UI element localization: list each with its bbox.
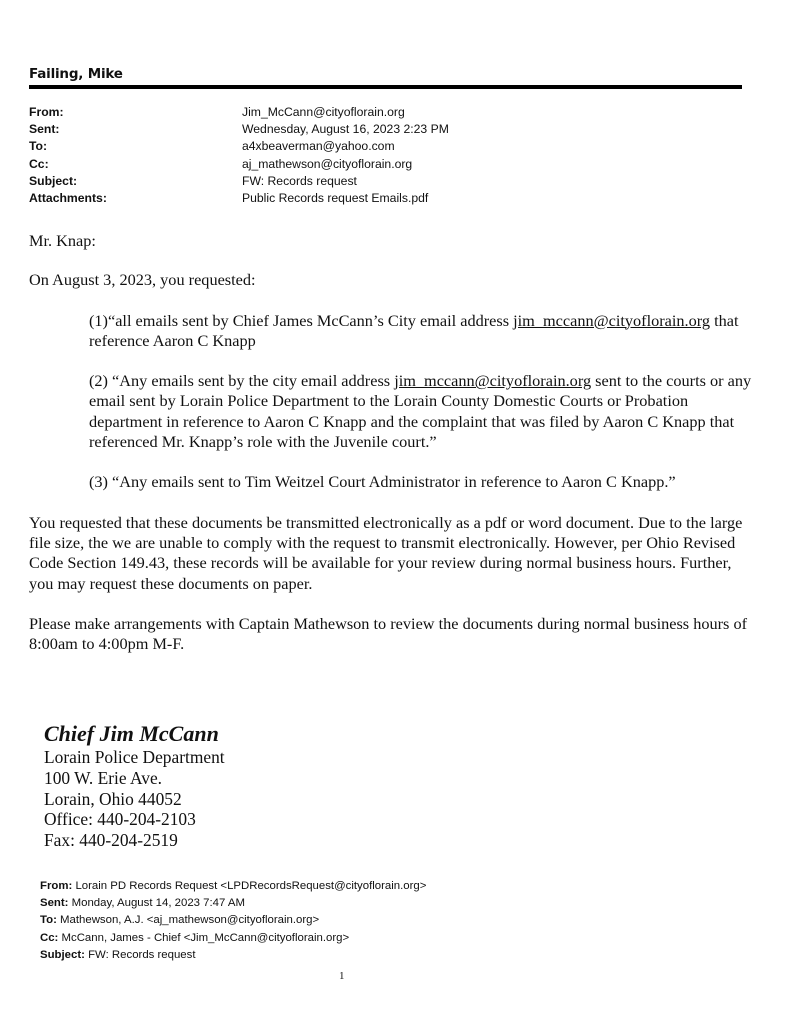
fwd-cc-value: McCann, James - Chief <Jim_McCann@cityoflorain.org>: [58, 931, 350, 944]
request-text: (2) “Any emails sent by the city email address: [89, 371, 395, 391]
signature-city: Lorain, Ohio 44052: [44, 788, 182, 809]
fwd-label: Sent:: [40, 897, 69, 910]
page-number: 1: [339, 970, 345, 982]
header-label: From:: [29, 105, 64, 119]
header-row-subject: [29, 173, 449, 190]
header-label: To:: [29, 139, 48, 154]
header-value-to: a4xbeaverman@yahoo.com: [242, 139, 395, 154]
header-label: Sent:: [29, 122, 60, 137]
fwd-from-row: [40, 878, 426, 895]
request-text: (3) “Any emails sent to Tim Weitzel Court Administrator in reference to Aaron C Knapp.”: [89, 472, 676, 492]
header-divider: [29, 85, 742, 89]
signature-department: Lorain Police Department: [44, 747, 225, 767]
header-row-attachments: [29, 190, 449, 207]
request-item-1: [29, 311, 759, 352]
fwd-subject-value: FW: Records request: [84, 948, 196, 961]
header-label: Subject:: [29, 173, 78, 188]
signature-office-phone: Office: 440-204-2103: [44, 809, 196, 830]
fwd-label: Subject:: [40, 948, 85, 961]
request-item-3: [29, 472, 759, 492]
signature-name: Chief Jim McCann: [44, 721, 219, 746]
signature-street: 100 W. Erie Ave.: [44, 767, 163, 788]
fwd-label: From:: [40, 880, 73, 892]
fwd-sent-value: Monday, August 14, 2023 7:47 AM: [68, 897, 245, 910]
fwd-cc-row: [40, 930, 426, 947]
header-label: Cc:: [29, 156, 49, 171]
forwarded-email-header: [40, 878, 426, 964]
fwd-sent-row: [40, 895, 426, 912]
header-value-cc: aj_mathewson@cityoflorain.org: [242, 156, 413, 171]
fwd-to-row: [40, 912, 426, 929]
request-text: (1)“all emails sent by Chief James McCann’s City email address: [89, 310, 514, 330]
paragraph-arrangements: Please make arrangements with Captain Mathewson to review the documents during normal business hours of 8:00am to 4:00pm M-F.: [29, 613, 748, 654]
mailbox-owner-name: Failing, Mike: [29, 66, 123, 82]
intro-line: On August 3, 2023, you requested:: [29, 270, 256, 290]
letter-body: [29, 231, 759, 674]
header-value-subject: FW: Records request: [242, 173, 357, 188]
signature-fax: Fax: 440-204-2519: [44, 830, 178, 851]
request-item-2: [29, 371, 759, 452]
attachment-name[interactable]: Public Records request Emails.pdf: [242, 191, 429, 206]
fwd-label: To:: [40, 914, 57, 927]
greeting: Mr. Knap:: [29, 231, 96, 250]
header-row-cc: [29, 156, 449, 173]
email-link[interactable]: jim_mccann@cityoflorain.org: [394, 371, 592, 391]
fwd-subject-row: [40, 947, 426, 964]
signature-block: [44, 720, 225, 851]
header-value-from: Jim_McCann@cityoflorain.org: [242, 105, 405, 119]
email-link[interactable]: jim_mccann@cityoflorain.org: [513, 310, 711, 330]
header-label: Attachments:: [29, 191, 107, 206]
email-header-table: [29, 104, 449, 207]
fwd-from-value: Lorain PD Records Request <LPDRecordsRequest@cityoflorain.org>: [72, 880, 427, 892]
paragraph-transmit: You requested that these documents be transmitted electronically as a pdf or word document. Due to the large file size, the we are unable to comply with the request to transmit electronically. However, per Ohio Revised Code Section 149.43, these records will be available for your review during normal business hours. Further, you may request these documents on paper.: [29, 512, 743, 593]
request-text: that reference Aaron C Knapp: [89, 310, 739, 350]
request-text: sent to the courts or any email sent by Lorain Police Department to the Lorain County Domestic Courts or Probation department in reference to Aaron C Knapp and the complaint that was filed by Aaron C Knapp that referenced Mr. Knapp’s role with the Juvenile court.”: [89, 371, 752, 452]
fwd-to-value: Mathewson, A.J. <aj_mathewson@cityoflorain.org>: [56, 914, 320, 927]
header-row-to: [29, 138, 449, 155]
header-row-sent: [29, 121, 449, 138]
fwd-label: Cc:: [40, 931, 59, 944]
header-row-from: [29, 104, 449, 121]
header-value-sent: Wednesday, August 16, 2023 2:23 PM: [242, 122, 449, 137]
